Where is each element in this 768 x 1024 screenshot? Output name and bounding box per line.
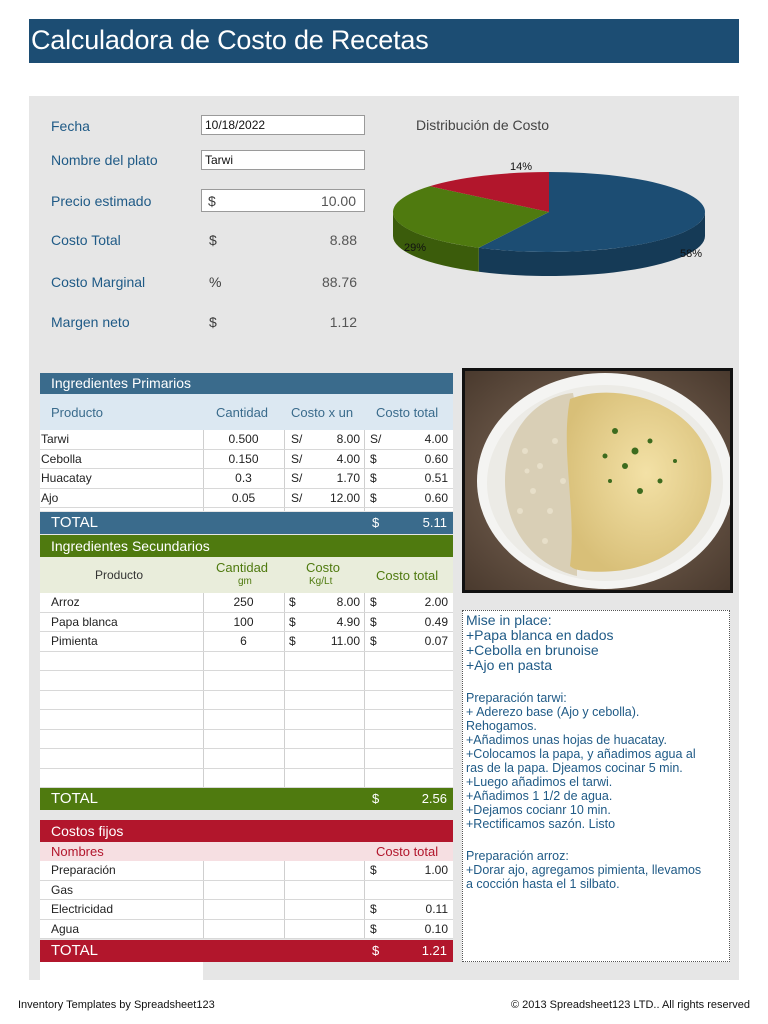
dish-photo-illustration [465,371,730,590]
note-line: +Papa blanca en dados [466,627,614,643]
costo-marginal-value: 88.76 [321,274,357,290]
costo-total-currency: $ [209,232,217,248]
fijos-total-currency: $ [372,943,380,958]
total-cell[interactable]: 1.00 [424,863,448,877]
col-cantidad-unit: gm [238,576,252,587]
costo-cell[interactable]: 1.70 [336,471,360,485]
nombre-cell[interactable]: Preparación [51,863,116,877]
margen-value: 1.12 [329,314,357,330]
primarios-row [40,450,453,470]
total-cell[interactable]: 0.51 [424,471,448,485]
col-costo-unit: Kg/Lt [309,576,333,587]
mise-en-place-notes [466,613,726,673]
costo-cell[interactable]: 11.00 [330,634,360,648]
page-title: Calculadora de Costo de Recetas [31,25,429,55]
producto-cell[interactable]: Ajo [41,490,59,505]
note-line: Preparación tarwi: [466,691,567,705]
note-line: +Añadimos unas hojas de huacatay. [466,733,667,747]
fijos-row [40,881,453,901]
fijos-total-value: 1.21 [421,943,447,958]
margen-currency: $ [209,314,217,330]
secundarios-table [40,593,453,788]
currency-cell[interactable]: S/ [291,451,303,466]
title-bar [29,19,739,63]
total-cell[interactable]: 0.10 [424,921,448,936]
secundarios-row [40,593,453,613]
nombre-cell[interactable]: Gas [51,882,74,897]
precio-label: Precio estimado [51,193,152,209]
currency-cell[interactable]: $ [370,595,377,609]
primarios-table [40,430,453,511]
total-cell[interactable]: 0.60 [424,490,448,505]
total-cell[interactable]: 2.00 [424,595,448,609]
fecha-label: Fecha [51,118,90,134]
margen-label: Margen neto [51,314,130,330]
primarios-total-value: 5.11 [422,515,447,530]
secundarios-total-bar [40,788,453,810]
cantidad-cell[interactable]: 100 [233,614,254,629]
primarios-row [40,430,453,450]
chart-title: Distribución de Costo [416,117,550,133]
total-cell[interactable]: 0.60 [424,451,448,466]
note-line: Mise in place: [466,612,552,628]
note-line: +Luego añadimos el tarwi. [466,775,613,789]
currency-cell[interactable]: S/ [291,490,303,505]
total-cell[interactable]: 0.07 [424,634,448,648]
currency-cell[interactable]: $ [370,863,377,877]
note-line: ras de la papa. Djeamos cocinar 5 min. [466,761,683,775]
fijos-header: Costos fijos [40,820,453,842]
precio-currency: $ [208,193,216,209]
pie-slice-label: 14% [510,161,533,173]
note-line: +Dejamos cocianr 10 min. [466,803,611,817]
fijos-row [40,900,453,920]
total-cell[interactable] [364,881,448,901]
col-costo-x-un: Costo x un [291,405,354,420]
col-nombres: Nombres [51,844,104,859]
col-costo-total-2: Costo total [376,568,439,583]
pie-slice-label: 58% [680,248,703,260]
primarios-total-bar [40,512,453,534]
note-line: a cocción hasta el 1 silbato. [466,877,620,891]
col-costo-total: Costo total [376,405,439,420]
primarios-column-header [40,394,453,430]
note-line: +Añadimos 1 1/2 de agua. [466,789,613,803]
currency-cell[interactable]: $ [370,902,377,916]
dish-photo [462,368,733,593]
secundarios-total-value: 2.56 [421,791,447,806]
note-line: +Rectificamos sazón. Listo [466,817,616,831]
costo-cell[interactable]: 12.00 [329,490,360,505]
secundarios-column-header [40,557,453,593]
currency-cell[interactable]: $ [370,634,377,648]
fecha-input[interactable]: 10/18/2022 [201,115,365,135]
total-cell[interactable]: 0.49 [424,614,448,629]
producto-cell[interactable]: Pimienta [51,634,98,648]
currency-cell[interactable]: S/ [291,432,303,446]
costo-cell[interactable]: 4.00 [336,451,360,466]
fijos-total-label: TOTAL [51,942,98,959]
cantidad-cell[interactable]: 0.150 [228,451,259,466]
currency-cell[interactable]: S/ [291,471,303,485]
producto-cell[interactable]: Papa blanca [51,614,118,629]
cantidad-cell[interactable]: 250 [233,595,254,609]
fijos-row [40,861,453,881]
costo-marginal-label: Costo Marginal [51,274,146,290]
total-cell[interactable]: 4.00 [424,432,448,446]
col-costo-2: Costo [306,560,340,575]
currency-cell[interactable]: $ [370,490,377,505]
producto-cell[interactable]: Tarwi [41,432,70,446]
note-line: Rehogamos. [466,719,537,733]
note-line: +Cebolla en brunoise [466,642,599,658]
cantidad-cell[interactable]: 6 [240,634,247,648]
plato-input[interactable]: Tarwi [201,150,365,170]
fijos-column-header [40,842,453,861]
footer-right: © 2013 Spreadsheet123 LTD.. All rights reserved [510,999,750,1011]
total-cell[interactable]: 0.11 [425,902,448,916]
col-producto-2: Producto [95,568,144,582]
primarios-header: Ingredientes Primarios [40,373,453,394]
note-line: +Dorar ajo, agregamos pimienta, llevamos [466,863,702,877]
costo-marginal-unit: % [209,274,222,290]
precio-input[interactable] [201,189,365,212]
secundarios-header: Ingredientes Secundarios [40,535,453,557]
primarios-row [40,469,453,489]
currency-cell[interactable]: $ [370,451,377,466]
pie-slice-label: 29% [404,242,427,254]
currency-cell[interactable]: $ [289,634,296,648]
currency-cell[interactable]: $ [370,614,377,629]
col-cantidad-2: Cantidad [216,560,269,575]
fijos-blank-cell [40,962,203,980]
preparation-notes[interactable] [462,610,730,962]
currency-cell[interactable]: $ [289,614,296,629]
costo-cell[interactable]: 4.90 [336,614,360,629]
producto-cell[interactable]: Cebolla [41,451,82,466]
nombre-cell[interactable]: Electricidad [51,902,114,916]
primarios-total-currency: $ [372,515,380,530]
primarios-total-label: TOTAL [51,514,98,531]
col-costo-total-3: Costo total [376,844,439,859]
secundarios-total-currency: $ [372,791,380,806]
currency-cell[interactable]: S/ [370,432,382,446]
cost-distribution-pie-chart [392,150,712,300]
precio-value: 10.00 [320,193,356,209]
fijos-row [40,920,453,940]
arroz-preparation-notes [466,849,726,891]
note-line: +Ajo en pasta [466,657,553,673]
secundarios-row [40,632,453,652]
primarios-row [40,489,453,509]
fijos-total-bar [40,940,453,962]
producto-cell[interactable]: Arroz [51,595,80,609]
costo-total-label: Costo Total [51,232,121,248]
cantidad-cell[interactable]: 0.3 [235,471,252,485]
costo-total-value: 8.88 [329,232,357,248]
footer-left: Inventory Templates by Spreadsheet123 [18,999,215,1011]
tarwi-preparation-notes [466,691,726,831]
currency-cell[interactable]: $ [289,595,296,609]
cantidad-cell[interactable]: 0.500 [228,432,259,446]
note-line: + Aderezo base (Ajo y cebolla). [466,705,640,719]
costo-cell[interactable]: 8.00 [336,595,360,609]
producto-cell[interactable]: Huacatay [41,471,92,485]
fijos-table [40,861,453,939]
secundarios-row [40,613,453,633]
col-producto: Producto [51,405,104,420]
col-cantidad: Cantidad [216,405,269,420]
cantidad-cell[interactable]: 0.05 [231,490,256,505]
currency-cell[interactable]: $ [370,471,377,485]
secundarios-total-label: TOTAL [51,790,98,807]
nombre-cell[interactable]: Agua [51,921,80,936]
currency-cell[interactable]: $ [370,921,377,936]
note-line: +Colocamos la papa, y añadimos agua al [466,747,696,761]
note-line: Preparación arroz: [466,849,569,863]
plato-label: Nombre del plato [51,152,158,168]
costo-cell[interactable]: 8.00 [336,432,360,446]
